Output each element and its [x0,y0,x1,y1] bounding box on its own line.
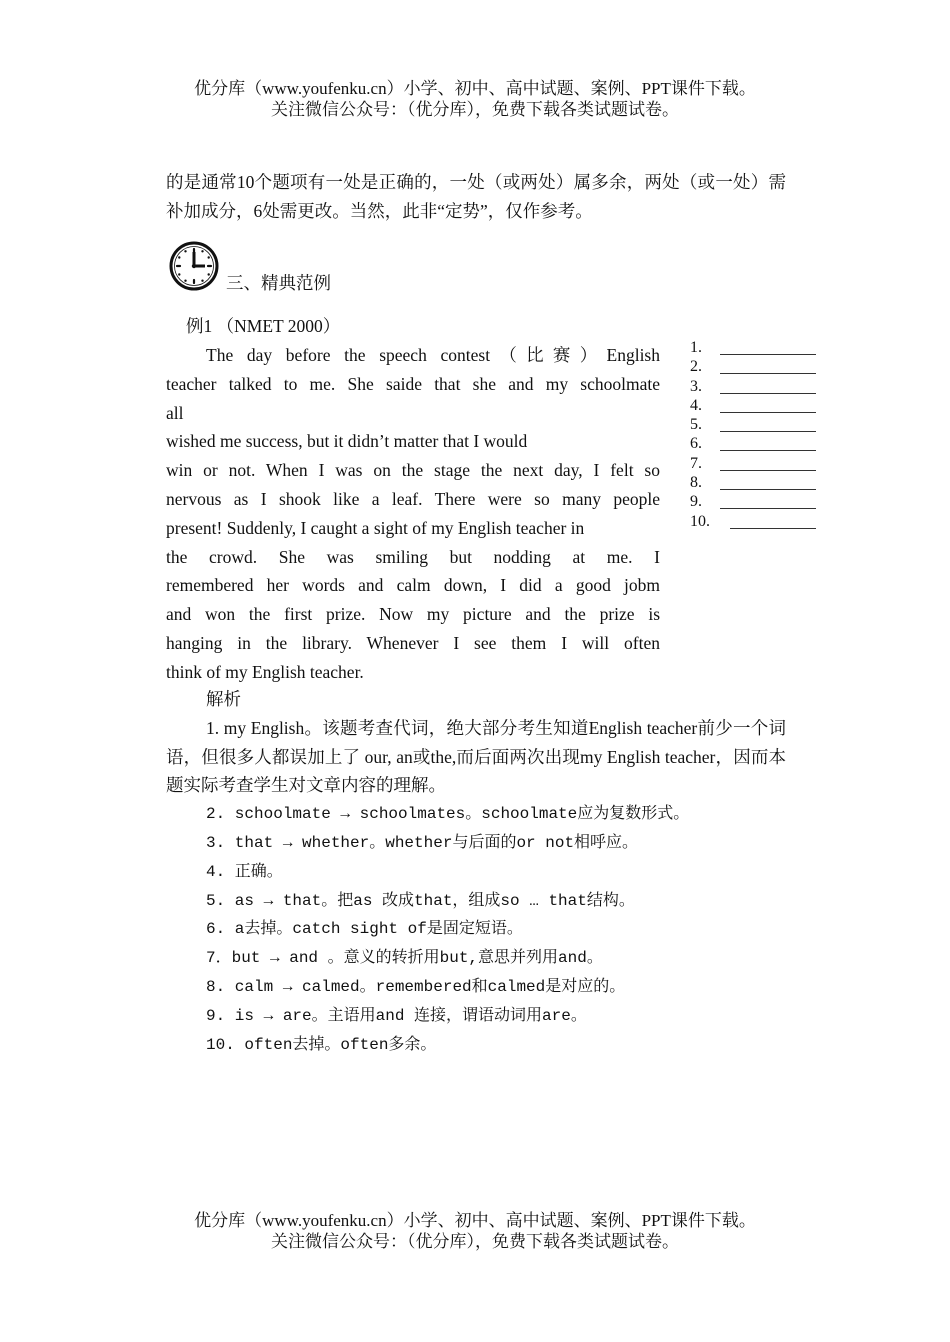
passage-line: wished me success, but it didn’t matter that I would [166,431,528,452]
answer-number: 5. [690,416,702,434]
example-heading: 例1 （NMET 2000） [186,316,341,336]
analysis-section [166,685,786,1059]
answer-number: 10. [690,512,710,530]
answer-blank-line[interactable] [720,373,816,374]
answer-blank-line[interactable] [720,489,816,490]
answer-number: 1. [690,339,702,356]
analysis-item: 3. that → whether。whether与后面的or not相呼应。 [206,833,639,852]
page-footer [0,1210,950,1252]
answer-number: 2. [690,358,702,376]
passage-line: present! Suddenly, I caught a sight of my English teacher in [166,517,585,538]
answer-number: 3. [690,377,702,395]
section-title: 三、精典范例 [226,273,331,293]
analysis-item: 2. schoolmate → schoolmates。schoolmate应为复数形式。 [206,805,690,824]
answer-blank-line[interactable] [720,508,816,509]
answer-blank-line[interactable] [730,528,816,529]
passage-line: all [166,402,184,423]
header-line-2: 关注微信公众号：（优分库），免费下载各类试题试卷。 [271,100,679,119]
passage-line: nervous as I shook like a leaf. There were so many people [166,488,660,509]
passage-line: hanging in the library. Whenever I see them I will often [166,632,660,653]
passage-line: teacher talked to me. She saide that she and my schoolmate [166,373,660,394]
answer-row [690,454,820,473]
analysis-item: 1. my English。该题考查代词，绝大部分考生知道English teacher前少一个词语，但很多人都误加上了 our, an或the,而后面两次出现my English teacher，因而本题实际考查学生对文章内容的理解。 [166,717,786,796]
answer-blank-line[interactable] [720,450,816,451]
answer-row [690,473,820,492]
analysis-title: 解析 [206,689,241,709]
answer-blank-line[interactable] [720,412,816,413]
answer-number: 4. [690,396,702,414]
page-header [0,78,950,120]
analysis-item: 8. calm → calmed。remembered和calmed是对应的。 [206,977,626,996]
footer-line-2: 关注微信公众号：（优分库），免费下载各类试题试卷。 [271,1232,679,1251]
passage-line: and won the first prize. Now my picture and the prize is [166,604,660,625]
passage-line: the crowd. She was smiling but nodding at me. I [166,546,660,567]
answer-row [690,377,820,396]
answer-row [690,396,820,415]
clock-icon [168,240,220,292]
answer-row [690,357,820,376]
analysis-item: 5. as → that。把as 改成that，组成so … that结构。 [206,891,635,910]
answer-blank-line[interactable] [720,470,816,471]
answer-row [690,338,820,357]
answer-row [690,434,820,453]
answer-blank-line[interactable] [720,431,816,432]
passage-line: win or not. When I was on the stage the next day, I felt so [166,460,660,481]
footer-line-1: 优分库（www.youfenku.cn）小学、初中、高中试题、案例、PPT课件下载。 [194,1211,756,1230]
answer-blank-line[interactable] [720,354,816,355]
answer-row [690,492,820,511]
answer-row [690,512,820,531]
analysis-item: 7．but → and 。意义的转折用but,意思并列用and。 [206,949,603,968]
passage [166,341,660,687]
answer-number: 7. [690,454,702,472]
analysis-item: 9. is → are。主语用and 连接，谓语动词用are。 [206,1006,587,1025]
answer-number: 8. [690,474,702,492]
answer-row [690,415,820,434]
analysis-item: 10. often去掉。often多余。 [206,1035,437,1054]
passage-line: The day before the speech contest（比赛）English [206,345,660,365]
answer-blank-line[interactable] [720,393,816,394]
header-line-1: 优分库（www.youfenku.cn）小学、初中、高中试题、案例、PPT课件下载。 [194,79,756,98]
analysis-item: 6. a去掉。catch sight of是固定短语。 [206,920,523,939]
answer-number: 9. [690,493,702,511]
answer-number: 6. [690,435,702,453]
passage-line: remembered her words and calm down, I did a good jobm [166,575,660,596]
passage-line: think of my English teacher. [166,661,364,682]
intro-paragraph: 的是通常10个题项有一处是正确的，一处（或两处）属多余，两处（或一处）需补加成分，6处需更改。当然，此非“定势”，仅作参考。 [166,172,786,221]
analysis-item: 4. 正确。 [206,862,283,881]
answer-blanks [690,338,820,531]
